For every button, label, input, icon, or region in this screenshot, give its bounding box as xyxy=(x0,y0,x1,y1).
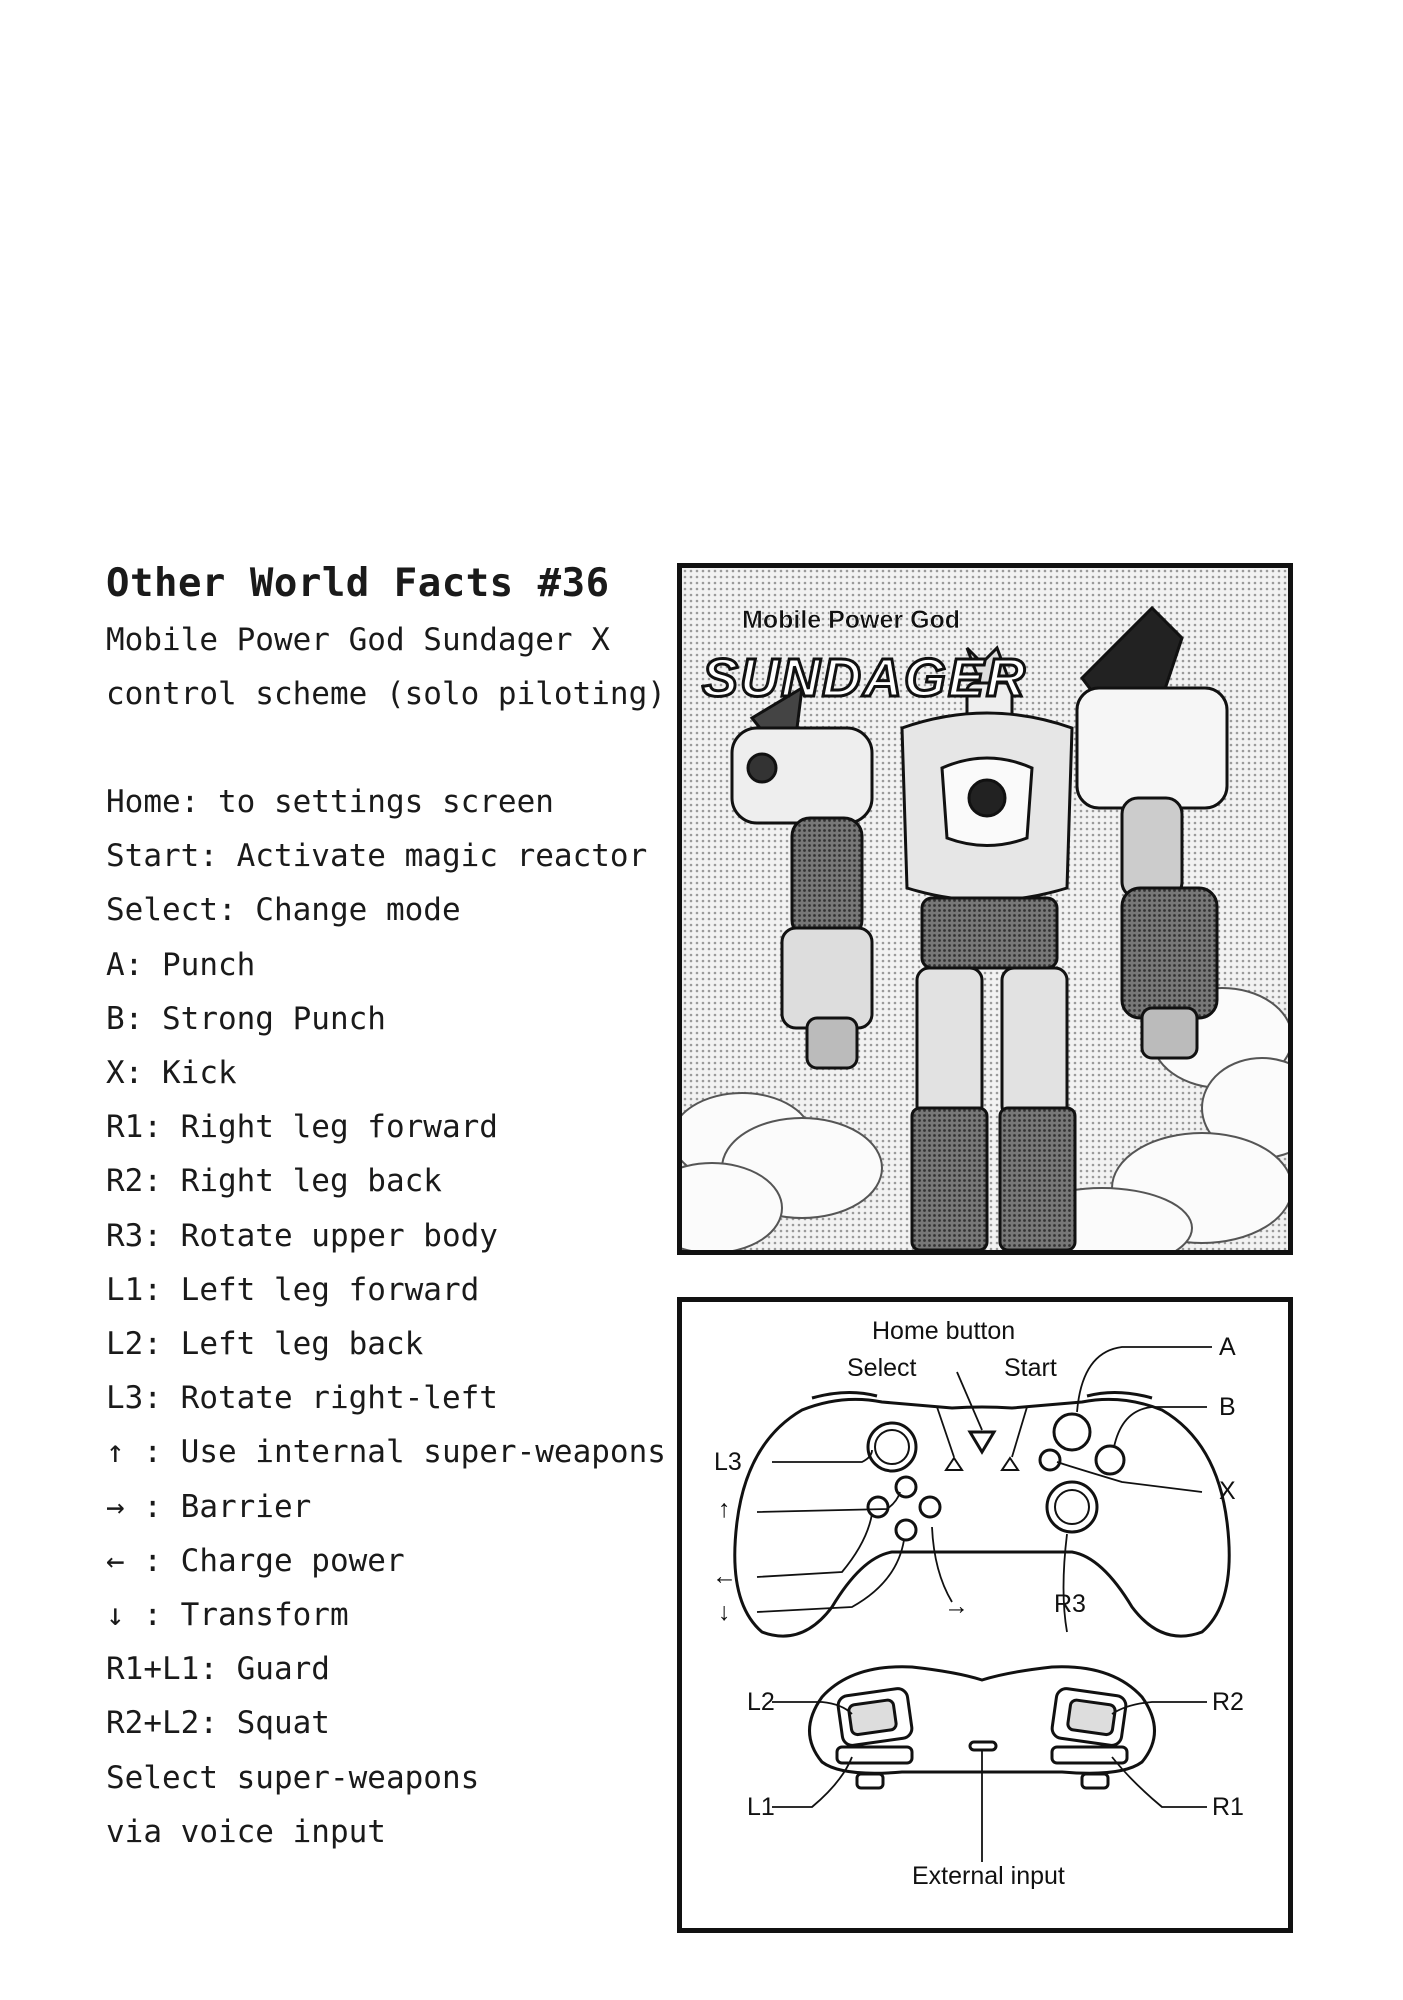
control-item: X: Kick xyxy=(106,1055,237,1092)
label-down: ↓ xyxy=(718,1598,731,1626)
control-item: R1: Right leg forward xyxy=(106,1109,498,1146)
label-left: ← xyxy=(712,1562,737,1590)
facts-column xyxy=(106,555,666,1859)
control-item: R2: Right leg back xyxy=(106,1163,442,1200)
dpad-right xyxy=(920,1497,940,1517)
logo-subtitle: Mobile Power God xyxy=(742,606,961,634)
control-item: R2+L2: Squat xyxy=(106,1705,330,1742)
control-item: Home: to settings screen xyxy=(106,784,554,820)
label-r1: R1 xyxy=(1212,1793,1244,1821)
controller-diagram xyxy=(682,1302,1288,1928)
label-home-button: Home button xyxy=(872,1317,1016,1345)
label-start: Start xyxy=(1004,1354,1057,1382)
control-item: Start: Activate magic reactor xyxy=(106,838,648,875)
facts-subtitle-line1: Mobile Power God Sundager X xyxy=(106,622,610,658)
controller-diagram-panel xyxy=(677,1297,1293,1933)
robot-panel xyxy=(677,563,1293,1255)
label-r3: R3 xyxy=(1054,1590,1086,1618)
controls-list xyxy=(106,775,666,1859)
control-item: R3: Rotate upper body xyxy=(106,1217,498,1254)
control-item: R1+L1: Guard xyxy=(106,1651,330,1688)
label-l3: L3 xyxy=(714,1448,742,1476)
control-item: Select super-weapons xyxy=(106,1759,480,1796)
dpad-down xyxy=(896,1520,916,1540)
control-item: L1: Left leg forward xyxy=(106,1271,480,1308)
control-item: L2: Left leg back xyxy=(106,1326,424,1363)
dpad-left xyxy=(868,1497,888,1517)
control-item: L3: Rotate right-left xyxy=(106,1380,498,1417)
control-item: → : Barrier xyxy=(106,1488,312,1525)
label-a: A xyxy=(1219,1333,1236,1361)
control-item: Select: Change mode xyxy=(106,892,461,929)
label-right: → xyxy=(944,1592,969,1620)
b-button xyxy=(1096,1446,1124,1474)
label-l1: L1 xyxy=(747,1793,775,1821)
label-r2: R2 xyxy=(1212,1688,1244,1716)
control-item: ↑ : Use internal super-weapons xyxy=(106,1434,666,1471)
logo-title: SUNDAGER xyxy=(702,648,1028,708)
control-item: B: Strong Punch xyxy=(106,1000,386,1037)
label-select: Select xyxy=(847,1354,917,1382)
spacer xyxy=(106,721,666,775)
label-l2: L2 xyxy=(747,1688,775,1716)
x-button xyxy=(1040,1450,1060,1470)
a-button xyxy=(1054,1414,1090,1450)
control-item: A: Punch xyxy=(106,946,256,983)
label-b: B xyxy=(1219,1393,1236,1421)
facts-title: Other World Facts #36 xyxy=(106,561,610,606)
label-x: X xyxy=(1219,1477,1236,1505)
label-up: ↑ xyxy=(718,1495,731,1523)
control-item: ↓ : Transform xyxy=(106,1597,349,1634)
control-item: ← : Charge power xyxy=(106,1542,405,1579)
control-item: via voice input xyxy=(106,1813,386,1850)
robot-illustration xyxy=(682,568,1288,1250)
facts-subtitle-line2: control scheme (solo piloting) xyxy=(106,676,666,712)
label-external-input: External input xyxy=(912,1862,1065,1890)
